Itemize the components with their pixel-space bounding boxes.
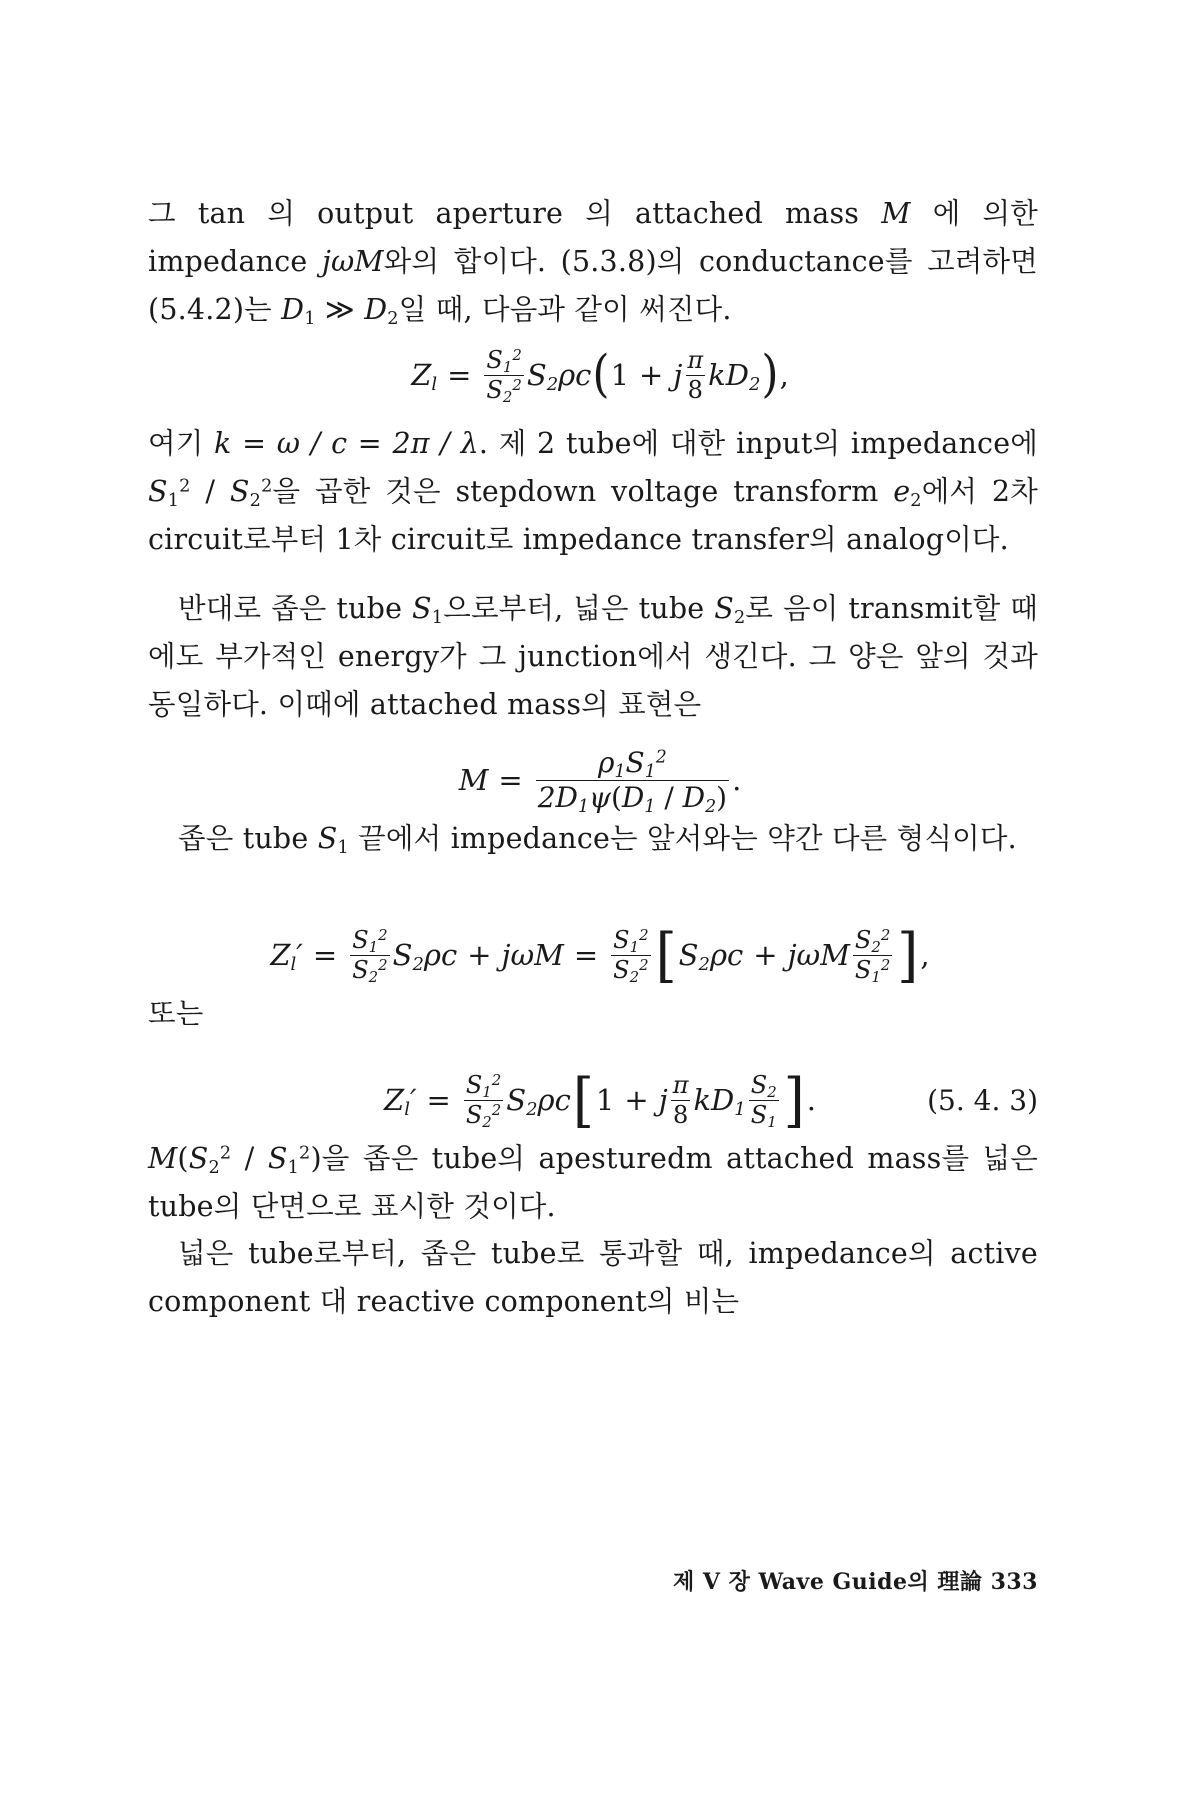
equation-zl-prime: $Z_l'$ = $\frac{S_1^2}{S_2^2}$ $S_2\rho c$ + jωM = $\frac{S_1^2}{S_2^2}$ [ $S_2\rho c$ + jωM $\frac{S_2^2}{S_1^2}$ ] , — [270, 919, 930, 990]
equation-zl: $Z_l$ = $\frac{S_1^2}{S_2^2}$ $S_2\rho c$ ( 1 + j $\frac{\pi}{8}$ $kD_2$ ) , — [411, 345, 789, 406]
paragraph-attached-mass-note: $M(S_2^2 / S_1^2)$을 좁은 tube의 apesturedm attached mass를 넓은 tube의 단면으로 표시한 것이다. — [148, 1142, 1039, 1223]
equation-number: (5. 4. 3) — [927, 1083, 1038, 1117]
equation-5-4-3: $Z_l'$ = $\frac{S_1^2}{S_2^2}$ $S_2\rho c$ [ 1 + j $\frac{\pi}{8}$ $kD_1$ $\frac{S_2}{S_1}$ ] . (5. 4. 3) — [384, 1064, 1038, 1135]
paragraph-k-definition: 여기 k = ω / c = 2π / λ. 제 2 tube에 대한 input의 impedance에 $S_1^2 / S_2^2$을 곱한 것은 stepdown voltage transform $e_2$에서 2차 circuit로부터 1차 circuit로 impedance transfer의 analog이다. — [148, 427, 1038, 556]
equation-attached-mass: M = $\frac{\rho_1S_1^2}{2D_1\psi(D_1 / D_2)}$ . — [458, 745, 742, 817]
paragraph-narrow-tube: 좁은 tube $S_1$ 끝에서 impedance는 앞서와는 약간 다른 형식이다. — [178, 822, 1017, 858]
paragraph-ratio: 넓은 tube로부터, 좁은 tube로 통과할 때, impedance의 active component 대 reactive component의 비는 — [148, 1237, 1038, 1318]
paragraph-transmit: 반대로 좁은 tube $S_1$으로부터, 넓은 tube $S_2$로 음이 transmit할 때에도 부가적인 energy가 그 junction에서 생긴다. 그 양은 앞의 것과 동일하다. 이때에 attached mass의 표현은 — [148, 592, 1038, 721]
page-footer: 제 Ⅴ 장 Wave Guide의 理論 333 — [672, 1569, 1038, 1595]
paragraph-intro: 그 tan 의 output aperture 의 attached mass M 에 의한 impedance jωM와의 합이다. (5.3.8)의 conductance를 고려하면 (5.4.2)는 $D_1$ ≫ $D_2$일 때, 다음과 같이 써진다. — [148, 197, 1038, 329]
or-label: 또는 — [148, 997, 204, 1030]
